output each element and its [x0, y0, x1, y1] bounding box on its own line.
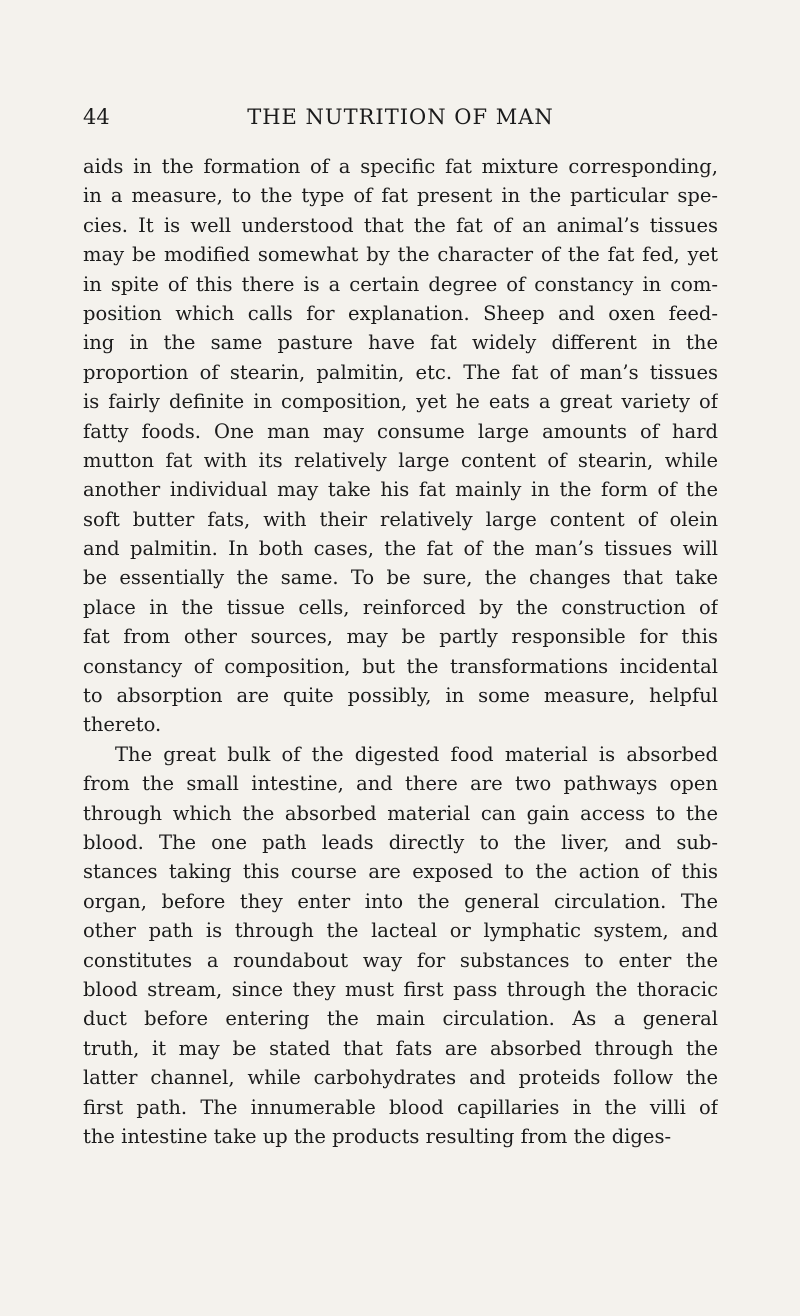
paragraph-1	[83, 152, 718, 740]
text-line: cies. It is well understood that the fat of an animal’s tissues	[83, 213, 718, 237]
text-line: from the small intestine, and there are two pathways open	[83, 772, 718, 796]
text-line: fat from other sources, may be partly responsible for this	[83, 625, 718, 649]
text-line: first path. The innumerable blood capillaries in the villi of	[83, 1095, 718, 1119]
text-line: blood stream, since they must first pass through the thoracic	[83, 977, 718, 1001]
text-line: and palmitin. In both cases, the fat of the man’s tissues will	[83, 537, 718, 561]
text-line: another individual may take his fat mainly in the form of the	[83, 478, 718, 502]
page-number: 44	[83, 105, 110, 129]
text-line: duct before entering the main circulation. As a general	[83, 1007, 718, 1031]
text-line: organ, before they enter into the general circulation. The	[83, 889, 718, 913]
text-line: constitutes a roundabout way for substances to enter the	[83, 948, 718, 972]
running-head	[83, 102, 718, 132]
text-line: in a measure, to the type of fat present in the particular spe-	[83, 184, 718, 208]
text-line: thereto.	[83, 713, 162, 737]
text-line: be essentially the same. To be sure, the changes that take	[83, 566, 718, 590]
text-line: The great bulk of the digested food material is absorbed	[115, 742, 718, 766]
text-line: in spite of this there is a certain degree of constancy in com-	[83, 272, 718, 296]
text-line: latter channel, while carbohydrates and proteids follow the	[83, 1066, 718, 1090]
text-line: is fairly definite in composition, yet he eats a great variety of	[83, 390, 718, 414]
text-line: the intestine take up the products resulting from the diges-	[83, 1124, 672, 1148]
text-line: constancy of composition, but the transformations incidental	[83, 654, 718, 678]
text-line: other path is through the lacteal or lymphatic system, and	[83, 919, 718, 943]
text-line: position which calls for explanation. Sheep and oxen feed-	[83, 301, 718, 325]
text-line: may be modified somewhat by the character of the fat fed, yet	[83, 243, 718, 267]
text-line: ing in the same pasture have fat widely different in the	[83, 331, 718, 355]
text-line: blood. The one path leads directly to the liver, and sub-	[83, 830, 718, 854]
text-line: proportion of stearin, palmitin, etc. The fat of man’s tissues	[83, 360, 718, 384]
text-line: through which the absorbed material can gain access to the	[83, 801, 718, 825]
text-line: aids in the formation of a specific fat mixture corresponding,	[83, 155, 718, 178]
text-line: mutton fat with its relatively large content of stearin, while	[83, 448, 718, 472]
running-title: THE NUTRITION OF MAN	[247, 105, 554, 129]
text-line: to absorption are quite possibly, in some measure, helpful	[83, 684, 718, 708]
body-text	[83, 152, 718, 1151]
text-line: soft butter fats, with their relatively large content of olein	[83, 507, 718, 531]
text-line: place in the tissue cells, reinforced by the construction of	[83, 595, 718, 619]
text-line: fatty foods. One man may consume large amounts of hard	[83, 419, 718, 443]
text-line: truth, it may be stated that fats are absorbed through the	[83, 1036, 718, 1060]
text-line: stances taking this course are exposed to the action of this	[83, 860, 718, 884]
paragraph-2	[83, 740, 718, 1151]
